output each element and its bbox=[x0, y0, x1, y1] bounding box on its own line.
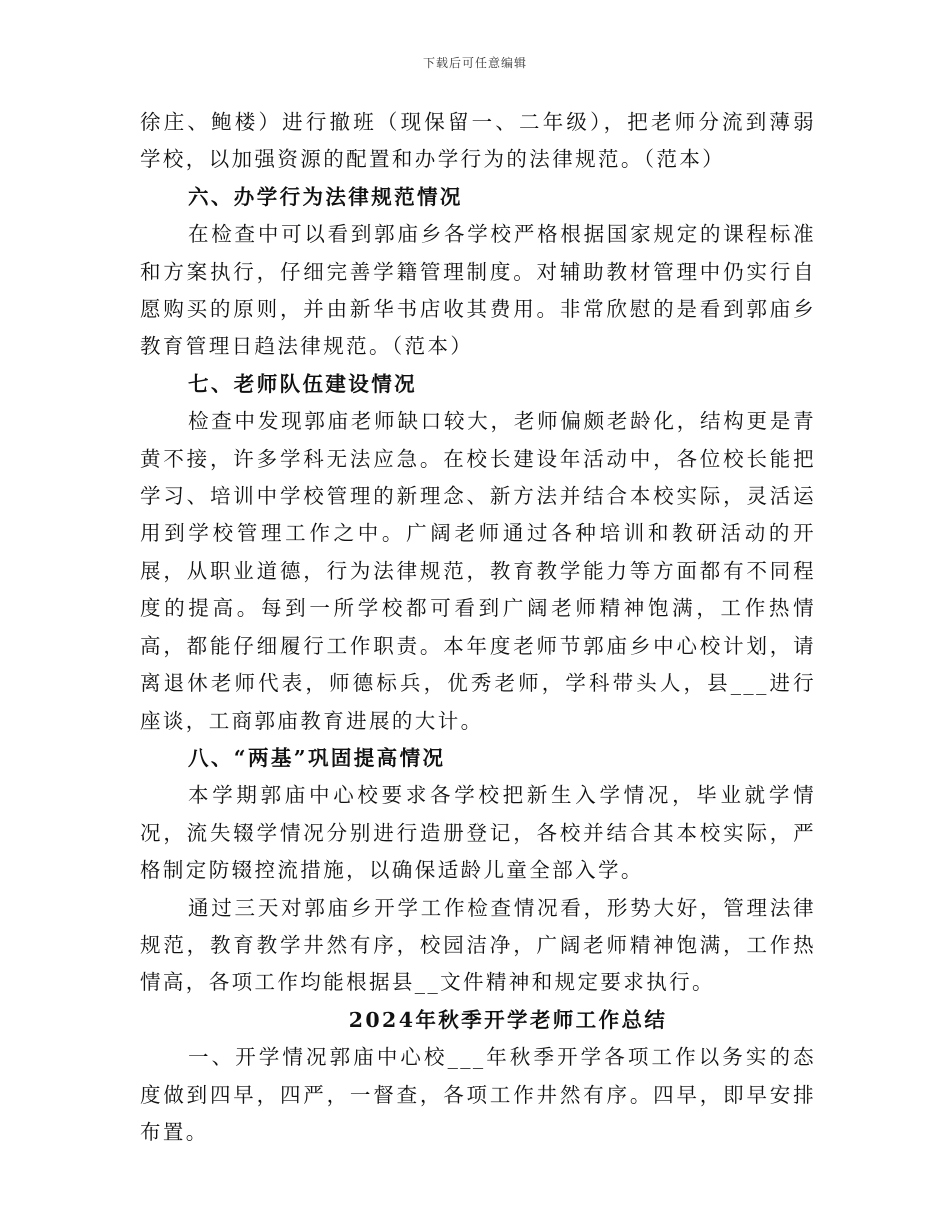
paragraph: 徐庄、鲍楼）进行撤班（现保留一、二年级），把老师分流到薄弱学校，以加强资源的配置和办学行为的法律规范。（范本） bbox=[140, 110, 816, 172]
paragraph: 通过三天对郭庙乡开学工作检查情况看，形势大好，管理法律规范，教育教学井然有序，校园洁净，广阔老师精神饱满，工作热情高，各项工作均能根据县__文件精神和规定要求执行。 bbox=[140, 895, 816, 995]
section-heading: 七、老师队伍建设情况 bbox=[188, 371, 417, 396]
paragraph: 本学期郭庙中心校要求各学校把新生入学情况，毕业就学情况，流失辍学情况分别进行造册登记，各校并结合其本校实际，严格制定防辍控流措施，以确保适龄儿童全部入学。 bbox=[140, 783, 816, 883]
paragraph: 一、开学情况郭庙中心校___年秋季开学各项工作以务实的态度做到四早，四严，一督查，各项工作井然有序。四早，即早安排布置。 bbox=[140, 1045, 816, 1144]
document-body bbox=[140, 104, 816, 1151]
section-heading: 六、办学行为法律规范情况 bbox=[188, 184, 463, 209]
section-heading: 八、“两基”巩固提高情况 bbox=[188, 745, 446, 770]
page-header: 下载后可任意编辑 bbox=[422, 56, 527, 70]
document-title: 2024年秋季开学老师工作总结 bbox=[348, 1007, 668, 1032]
paragraph: 在检查中可以看到郭庙乡各学校严格根据国家规定的课程标准和方案执行，仔细完善学籍管理制度。对辅助教材管理中仍实行自愿购买的原则，并由新华书店收其费用。非常欣慰的是看到郭庙乡教育管理日趋法律规范。（范本） bbox=[140, 222, 816, 359]
paragraph: 检查中发现郭庙老师缺口较大，老师偏颇老龄化，结构更是青黄不接，许多学科无法应急。在校长建设年活动中，各位校长能把学习、培训中学校管理的新理念、新方法并结合本校实际，灵活运用到学校管理工作之中。广阔老师通过各种培训和教研活动的开展，从职业道德，行为法律规范，教育教学能力等方面都有不同程度的提高。每到一所学校都可看到广阔老师精神饱满，工作热情高，都能仔细履行工作职责。本年度老师节郭庙乡中心校计划，请离退休老师代表，师德标兵，优秀老师，学科带头人，县___进行座谈，工商郭庙教育进展的大计。 bbox=[140, 409, 816, 733]
